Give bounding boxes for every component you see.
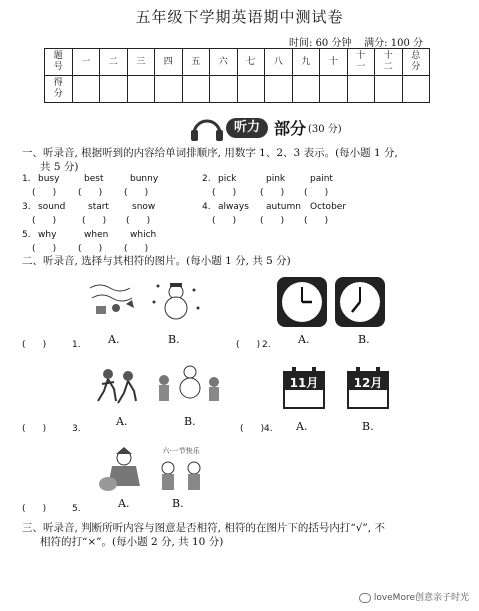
watermark <box>359 590 469 603</box>
q1-item-number: 3. <box>22 202 31 212</box>
q2-2-answer[interactable]: ( ) <box>236 340 261 350</box>
q2-5-option-b: B. <box>172 497 184 510</box>
headphones-icon <box>188 112 226 142</box>
q2-3-number: 3. <box>72 424 81 434</box>
q1-item-number: 4. <box>202 202 211 212</box>
score-header-cell: 六 <box>210 49 238 76</box>
q1-word: autumn <box>266 202 301 212</box>
banner-word: 部分 <box>274 119 307 138</box>
score-input-cell[interactable] <box>292 76 320 103</box>
snowman-kids-picture <box>150 362 226 408</box>
banner-label: 听力 <box>226 118 268 138</box>
score-header-cell: 十 一 <box>347 49 375 76</box>
santa-picture <box>96 446 146 496</box>
q1-item-number: 2. <box>202 174 211 184</box>
q1-answer-blank[interactable]: ( ) <box>32 244 57 254</box>
q2-5-answer[interactable]: ( ) <box>22 504 47 514</box>
score-header-cell: 十 二 <box>375 49 403 76</box>
wechat-icon <box>359 593 371 603</box>
score-header-cell: 题 号 <box>45 49 73 76</box>
q1-answer-blank[interactable]: ( ) <box>32 188 57 198</box>
q1-word: which <box>130 230 157 240</box>
q1-answer-blank[interactable]: ( ) <box>82 216 107 226</box>
score-input-cell[interactable] <box>375 76 403 103</box>
score-input-cell[interactable] <box>127 76 155 103</box>
q2-3-option-a: A. <box>116 415 128 428</box>
score-input-cell[interactable] <box>155 76 183 103</box>
watermark-text: loveMore创意亲子时光 <box>373 593 469 603</box>
score-table <box>44 48 430 103</box>
q1-answer-blank[interactable]: ( ) <box>78 244 103 254</box>
score-header-cell: 八 <box>265 49 293 76</box>
score-header-cell: 五 <box>182 49 210 76</box>
snowman-picture <box>148 278 204 322</box>
q2-2-option-b: B. <box>358 333 370 346</box>
q1-word: best <box>84 174 104 184</box>
q1-word: busy <box>38 174 60 184</box>
q1-answer-blank[interactable]: ( ) <box>124 244 149 254</box>
q1-answer-blank[interactable]: ( ) <box>304 216 329 226</box>
score-input-cell[interactable] <box>320 76 348 103</box>
score-input-cell[interactable] <box>182 76 210 103</box>
childrens-day-text: 六·一节快乐 <box>162 447 200 455</box>
q1-answer-blank[interactable]: ( ) <box>124 188 149 198</box>
score-row-label: 得 分 <box>45 76 73 103</box>
exam-meta: 时间: 60 分钟 满分: 100 分 <box>289 38 423 49</box>
q1-word: October <box>310 202 347 212</box>
q2-5-option-a: A. <box>118 497 130 510</box>
listening-banner <box>186 112 356 142</box>
q1-word: snow <box>132 202 156 212</box>
calendar-december-text: 12月 <box>353 376 383 390</box>
q1-heading-2: 共 5 分) <box>40 161 79 173</box>
running-kids-picture <box>94 366 142 406</box>
q2-1-answer[interactable]: ( ) <box>22 340 47 350</box>
clock-a-picture <box>276 276 328 328</box>
score-input-cell[interactable] <box>347 76 375 103</box>
q1-answer-blank[interactable]: ( ) <box>126 216 151 226</box>
q1-word: paint <box>310 174 333 184</box>
calendar-november-text: 11月 <box>289 376 319 390</box>
q1-word: sound <box>38 202 66 212</box>
q1-word: pick <box>218 174 237 184</box>
score-input-cell[interactable] <box>210 76 238 103</box>
q1-answer-blank[interactable]: ( ) <box>78 188 103 198</box>
clock-b-picture <box>334 276 386 328</box>
q2-1-option-b: B. <box>168 333 180 346</box>
score-header-cell: 一 <box>72 49 100 76</box>
q2-4-number: 4. <box>264 424 273 434</box>
score-input-cell[interactable] <box>265 76 293 103</box>
score-input-cell[interactable] <box>402 76 430 103</box>
score-header-cell: 七 <box>237 49 265 76</box>
q1-word: start <box>88 202 109 212</box>
score-input-cell[interactable] <box>237 76 265 103</box>
q2-1-option-a: A. <box>108 333 120 346</box>
calendar-november-icon <box>282 366 326 410</box>
score-header-cell: 二 <box>100 49 128 76</box>
q3-heading-2: 相符的打“×”。(每小题 2 分, 共 10 分) <box>40 536 224 548</box>
q2-5-number: 5. <box>72 504 81 514</box>
q1-answer-blank[interactable]: ( ) <box>32 216 57 226</box>
q1-word: always <box>218 202 249 212</box>
q1-answer-blank[interactable]: ( ) <box>260 216 285 226</box>
q2-3-option-b: B. <box>184 415 196 428</box>
q1-word: when <box>84 230 109 240</box>
calendar-december-icon <box>346 366 390 410</box>
q1-word: why <box>38 230 57 240</box>
q2-4-answer[interactable]: ( ) <box>240 424 265 434</box>
windy-autumn-picture <box>86 278 142 318</box>
q1-word: pink <box>266 174 286 184</box>
page-title: 五年级下学期英语期中测试卷 <box>135 8 344 26</box>
score-header-cell: 三 <box>127 49 155 76</box>
q1-word: bunny <box>130 174 159 184</box>
q2-4-option-a: A. <box>296 420 308 433</box>
score-input-cell[interactable] <box>72 76 100 103</box>
score-header-cell: 四 <box>155 49 183 76</box>
score-header-cell: 十 <box>320 49 348 76</box>
score-header-cell: 九 <box>292 49 320 76</box>
q2-2-option-a: A. <box>298 333 310 346</box>
q1-item-number: 5. <box>22 230 31 240</box>
q1-answer-blank[interactable]: ( ) <box>212 188 237 198</box>
q3-heading: 三、听录音, 判断所听内容与图意是否相符, 相符的在图片下的括号内打“√”, 不 <box>22 522 385 534</box>
q1-answer-blank[interactable]: ( ) <box>212 216 237 226</box>
q2-1-number: 1. <box>72 340 81 350</box>
q1-answer-blank[interactable]: ( ) <box>260 188 285 198</box>
q2-4-option-b: B. <box>362 420 374 433</box>
q1-item-number: 1. <box>22 174 31 184</box>
q1-answer-blank[interactable]: ( ) <box>304 188 329 198</box>
q2-2-number: 2. <box>262 340 271 350</box>
banner-points: (30 分) <box>308 124 342 135</box>
childrens-day-picture <box>150 444 212 498</box>
score-input-cell[interactable] <box>100 76 128 103</box>
q2-3-answer[interactable]: ( ) <box>22 424 47 434</box>
q2-heading: 二、听录音, 选择与其相符的图片。(每小题 1 分, 共 5 分) <box>22 255 291 267</box>
score-header-cell: 总 分 <box>402 49 430 76</box>
q1-heading: 一、听录音, 根据听到的内容给单词排顺序, 用数字 1、2、3 表示。(每小题 1 分, <box>22 147 398 159</box>
